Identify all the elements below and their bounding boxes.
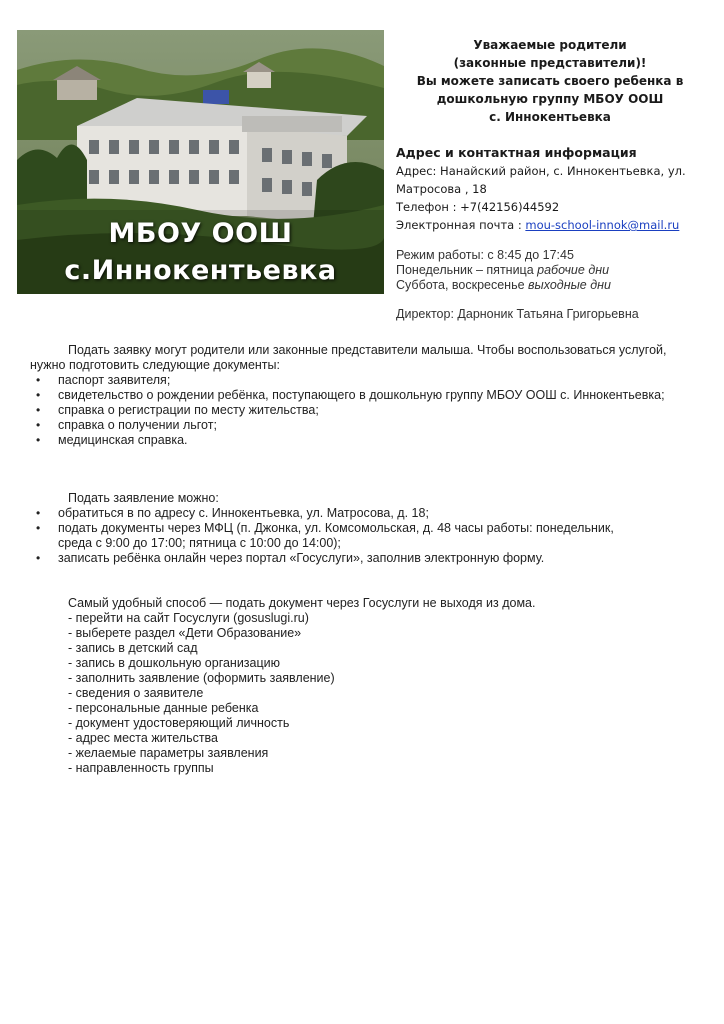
hours-line xyxy=(396,263,704,278)
working-hours xyxy=(396,248,704,293)
list-item: • справка о получении льгот; xyxy=(30,418,700,433)
steps-line: - направленность группы xyxy=(68,761,214,775)
steps-line: - сведения о заявителе xyxy=(68,686,204,700)
list-item: • паспорт заявителя; xyxy=(30,373,700,388)
steps-line: - желаемые параметры заявления xyxy=(68,746,269,760)
photo-caption-village: с.Иннокентьевка xyxy=(64,255,337,286)
steps-line: - выберете раздел «Дети Образование» xyxy=(68,626,302,640)
hours-status: рабочие дни xyxy=(537,263,610,277)
hours-line xyxy=(396,278,704,293)
documents-list xyxy=(30,373,700,448)
greeting-line: (законные представители)! xyxy=(453,56,647,70)
apply-intro: Подать заявление можно: xyxy=(68,491,219,505)
photo-caption-school: МБОУ ООШ xyxy=(108,218,293,249)
steps-line: - запись в детский сад xyxy=(68,641,198,655)
steps-line: - заполнить заявление (оформить заявление) xyxy=(68,671,335,685)
hours-line: Режим работы: с 8:45 до 17:45 xyxy=(396,248,574,262)
contact-phone: Телефон : +7(42156)44592 xyxy=(396,200,560,214)
director: Директор: Дарноник Татьяна Григорьевна xyxy=(396,307,639,321)
apply-section xyxy=(30,491,700,566)
documents-intro: Подать заявку могут родители или законные представители малыша. Чтобы воспользоваться услугой, нужно подготовить следующие документы: xyxy=(30,343,667,372)
contact-address-line1: Адрес: Нанайский район, с. Иннокентьевка, ул. xyxy=(396,164,686,178)
contact-title: Адрес и контактная информация xyxy=(396,145,637,160)
steps-line: Самый удобный способ — подать документ через Госуслуги не выходя из дома. xyxy=(68,596,536,610)
hours-days: Суббота, воскресенье xyxy=(396,278,529,292)
contact-email-row xyxy=(396,216,704,234)
email-link[interactable]: mou-school-innok@mail.ru xyxy=(525,218,680,232)
email-label: Электронная почта : xyxy=(396,218,526,232)
list-item: • подать документы через МФЦ (п. Джонка, ул. Комсомольская, д. 48 часы работы: понедельник, среда с 9:00 до 17:00; пятница с 10:00 до 14:00); xyxy=(30,521,700,551)
hours-status: выходные дни xyxy=(528,278,611,292)
steps-line: - запись в дошкольную организацию xyxy=(68,656,281,670)
school-photo xyxy=(17,30,384,294)
greeting-line: с. Иннокентьевка xyxy=(489,110,611,124)
documents-section xyxy=(30,343,700,448)
contact-address-line2: Матросова , 18 xyxy=(396,182,487,196)
list-item: • записать ребёнка онлайн через портал «Госуслуги», заполнив электронную форму. xyxy=(30,551,700,566)
hours-days: Понедельник – пятница xyxy=(396,263,538,277)
list-item: • медицинская справка. xyxy=(30,433,700,448)
steps-line: - документ удостоверяющий личность xyxy=(68,716,290,730)
apply-list xyxy=(30,506,700,566)
list-item: • обратиться в по адресу с. Иннокентьевка, ул. Матросова, д. 18; xyxy=(30,506,700,521)
list-item: • справка о регистрации по месту жительства; xyxy=(30,403,700,418)
greeting-line: дошкольную группу МБОУ ООШ xyxy=(436,92,664,106)
steps-line: - персональные данные ребенка xyxy=(68,701,259,715)
gosuslugi-steps xyxy=(68,596,688,776)
steps-line: - перейти на сайт Госуслуги (gosuslugi.ru) xyxy=(68,611,309,625)
greeting-block xyxy=(396,36,704,126)
steps-line: - адрес места жительства xyxy=(68,731,219,745)
greeting-line: Вы можете записать своего ребенка в xyxy=(416,74,684,88)
list-item: • свидетельство о рождении ребёнка, поступающего в дошкольную группу МБОУ ООШ с. Иннокентьевка; xyxy=(30,388,700,403)
greeting-line: Уважаемые родители xyxy=(473,38,627,52)
header-info xyxy=(396,36,704,322)
